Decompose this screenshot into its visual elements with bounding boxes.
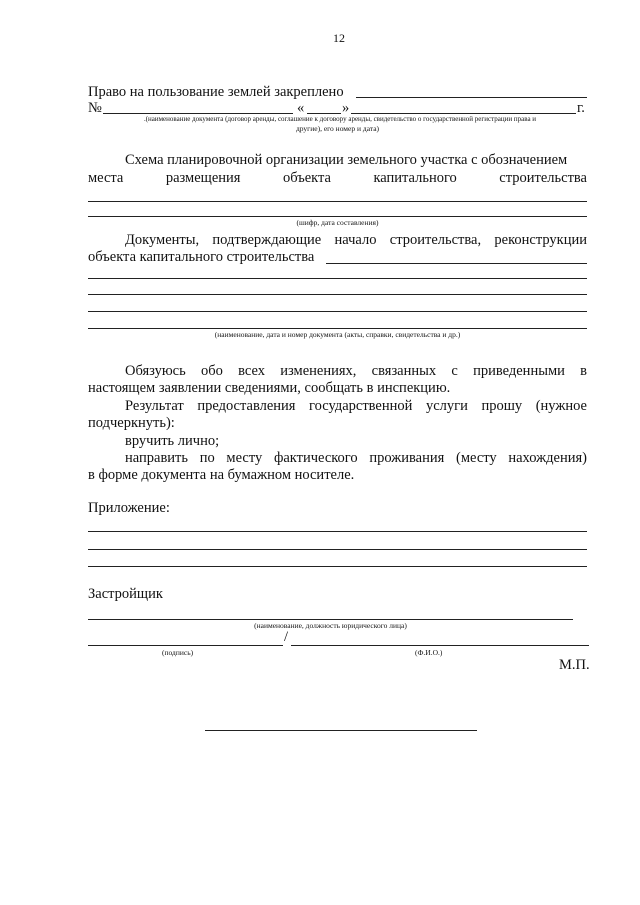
quote-open: « bbox=[297, 100, 305, 116]
obligation-line-2: настоящем заявлении сведениями, сообщать в инспекцию. bbox=[88, 380, 451, 396]
scheme-line-2: места размещения объекта капитального строительства bbox=[88, 170, 587, 186]
developer-name-caption: (наименование, должность юридического лица) bbox=[254, 621, 407, 630]
stamp-place-label: М.П. bbox=[559, 657, 590, 673]
num-sign: № bbox=[88, 100, 102, 116]
documents-fill-line-1[interactable] bbox=[88, 278, 587, 279]
attachment-fill-line-3[interactable] bbox=[88, 566, 587, 567]
documents-line-1: Документы, подтверждающие начало строительства, реконструкции bbox=[125, 232, 587, 248]
documents-line-2: объекта капитального строительства bbox=[88, 249, 315, 265]
documents-fill-line-0[interactable] bbox=[326, 263, 587, 264]
quote-close: » bbox=[342, 100, 350, 116]
documents-fill-line-4[interactable] bbox=[88, 328, 587, 329]
land-right-label: Право на пользование землей закреплено bbox=[88, 84, 344, 100]
scheme-caption: (шифр, дата составления) bbox=[296, 218, 379, 227]
signature-caption: (подпись) bbox=[162, 648, 194, 657]
land-right-fill-line[interactable] bbox=[356, 97, 587, 98]
obligation-line-1: Обязуюсь обо всех изменениях, связанных с приведенными в bbox=[125, 363, 587, 379]
land-right-caption-1: .(наименование документа (договор аренды, соглашение к договору аренды, свидетельство о государственной регистрации права и bbox=[143, 115, 537, 123]
result-line-1: Результат предоставления государственной услуги прошу (нужное bbox=[125, 398, 587, 414]
result-option-mail-line-1[interactable]: направить по месту фактического проживания (месту нахождения) bbox=[125, 450, 587, 466]
signature-slash: / bbox=[284, 629, 289, 645]
result-line-2: подчеркнуть): bbox=[88, 415, 175, 431]
fio-field[interactable] bbox=[291, 645, 589, 646]
scheme-fill-line-1[interactable] bbox=[88, 201, 587, 202]
document-number-field[interactable] bbox=[103, 113, 293, 114]
attachment-fill-line-1[interactable] bbox=[88, 531, 587, 532]
developer-label: Застройщик bbox=[88, 586, 163, 602]
documents-fill-line-2[interactable] bbox=[88, 294, 587, 295]
land-right-caption-2: другие), его номер и дата) bbox=[295, 124, 380, 133]
attachment-fill-line-2[interactable] bbox=[88, 549, 587, 550]
developer-name-field[interactable] bbox=[88, 619, 573, 620]
documents-caption: (наименование, дата и номер документа (акты, справки, свидетельства и др.) bbox=[214, 330, 461, 339]
fio-caption: (Ф.И.О.) bbox=[415, 648, 443, 657]
attachment-label: Приложение: bbox=[88, 500, 170, 516]
result-option-personal[interactable]: вручить лично; bbox=[125, 433, 220, 449]
scheme-line-1: Схема планировочной организации земельного участка с обозначением bbox=[125, 152, 568, 168]
year-suffix: г. bbox=[577, 100, 585, 116]
scheme-fill-line-2[interactable] bbox=[88, 216, 587, 217]
page-number: 12 bbox=[333, 31, 345, 45]
month-year-field[interactable] bbox=[351, 113, 576, 114]
signature-field[interactable] bbox=[88, 645, 283, 646]
footer-separator bbox=[205, 730, 477, 731]
day-field[interactable] bbox=[307, 113, 341, 114]
documents-fill-line-3[interactable] bbox=[88, 311, 587, 312]
result-option-mail-line-2: в форме документа на бумажном носителе. bbox=[88, 467, 355, 483]
